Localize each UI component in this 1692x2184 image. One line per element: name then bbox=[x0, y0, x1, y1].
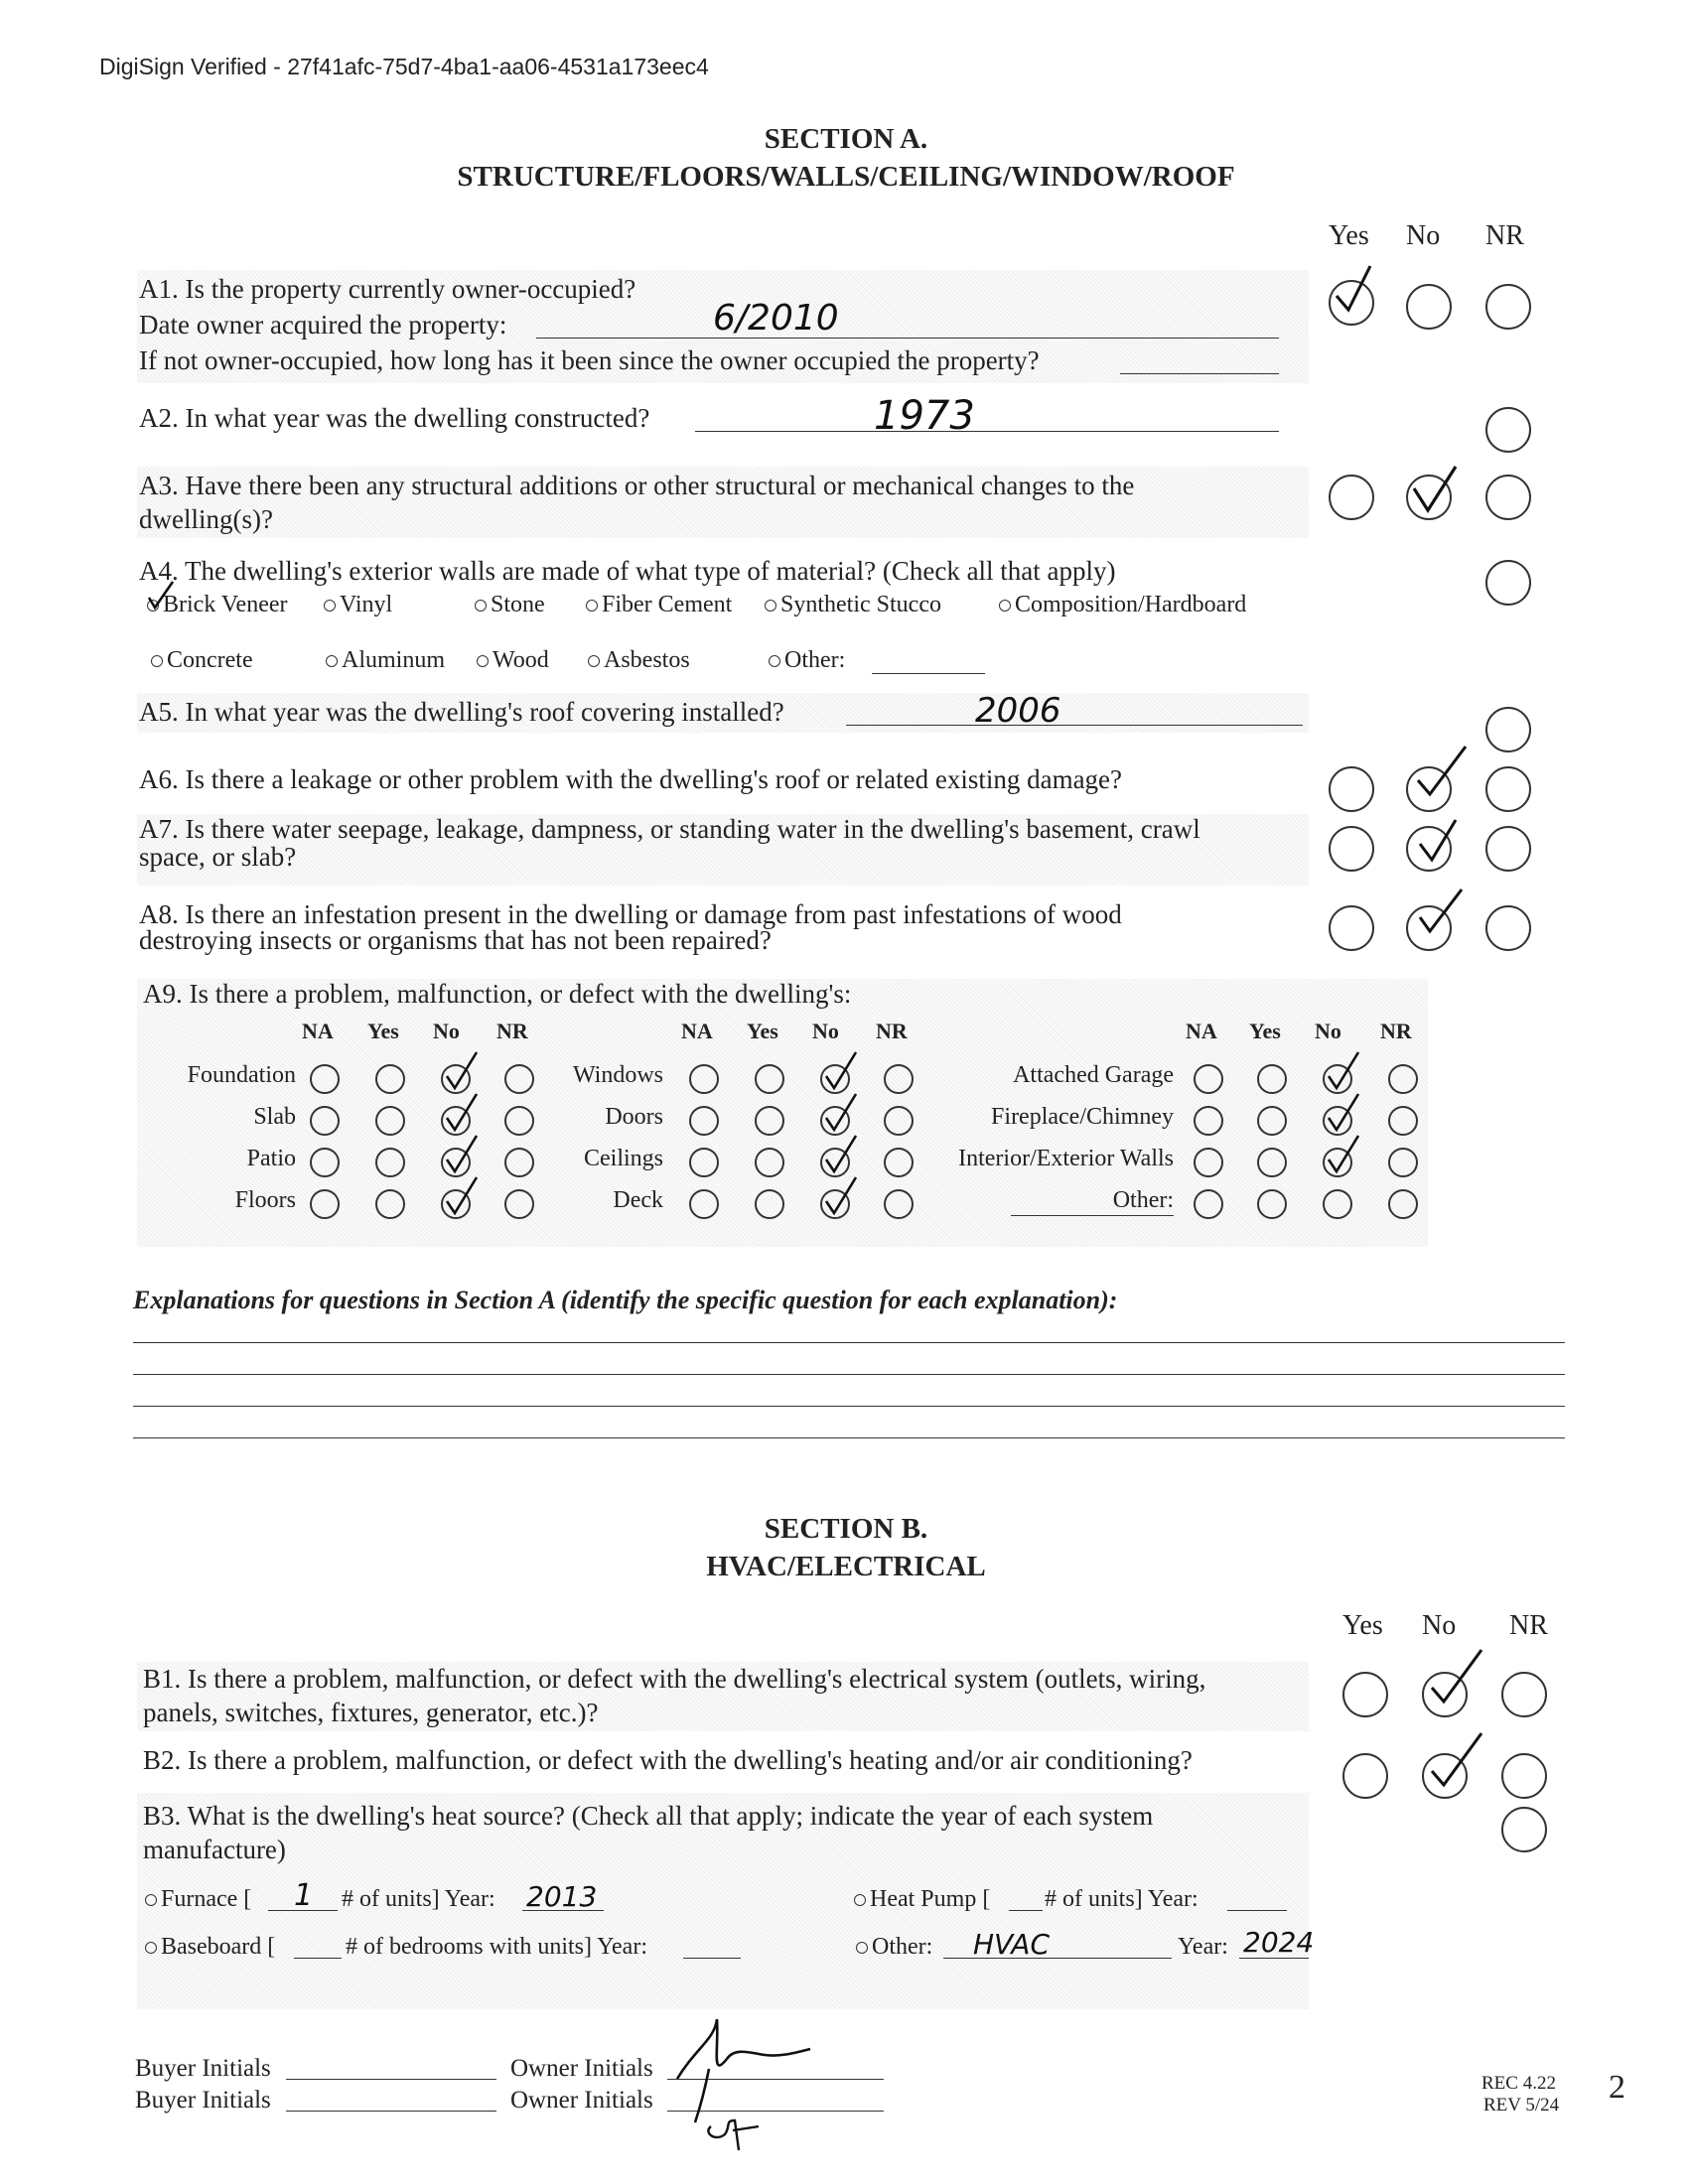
a7-question-line2: space, or slab? bbox=[139, 842, 297, 872]
a9-group3-row4-na-radio[interactable] bbox=[1194, 1189, 1223, 1219]
a4-concrete-option[interactable]: Concrete bbox=[151, 647, 253, 674]
a9-group1-item-label: Floors bbox=[234, 1187, 296, 1213]
owner-initials-2-label: Owner Initials bbox=[510, 2087, 653, 2114]
a9-group2-row1-nr-radio[interactable] bbox=[884, 1064, 914, 1094]
a9-group3-row2-yes-radio[interactable] bbox=[1257, 1106, 1287, 1136]
b3-baseboard-units-line bbox=[294, 1958, 342, 1959]
a9-group1-header-no: No bbox=[433, 1019, 460, 1043]
b-col-header-yes: Yes bbox=[1342, 1610, 1383, 1641]
a9-group1-row2-yes-radio[interactable] bbox=[375, 1106, 405, 1136]
a9-group1-row1-no-radio[interactable] bbox=[441, 1064, 471, 1094]
a4-wood-option[interactable]: Wood bbox=[477, 647, 549, 674]
a9-group2-row4-nr-radio[interactable] bbox=[884, 1189, 914, 1219]
a7-nr-radio[interactable] bbox=[1485, 826, 1531, 872]
a9-group1-header-yes: Yes bbox=[367, 1019, 399, 1043]
a9-group2-row1-no-radio[interactable] bbox=[820, 1064, 850, 1094]
buyer-initials-2-line[interactable] bbox=[286, 2111, 496, 2112]
a9-group1-row2-nr-radio[interactable] bbox=[504, 1106, 534, 1136]
a3-no-radio[interactable] bbox=[1406, 475, 1452, 520]
b2-question: B2. Is there a problem, malfunction, or defect with the dwelling's heating and/or air conditioning? bbox=[143, 1745, 1193, 1775]
a9-group1-item-label: Foundation bbox=[187, 1062, 296, 1088]
a1-date-label: Date owner acquired the property: bbox=[139, 310, 507, 340]
explanation-line-1[interactable] bbox=[133, 1342, 1565, 1343]
verification-stamp: DigiSign Verified - 27f41afc-75d7-4ba1-aa06-4531a173eec4 bbox=[99, 54, 709, 79]
owner-initials-2-line[interactable] bbox=[667, 2111, 884, 2112]
owner-initials-1-line[interactable] bbox=[667, 2079, 884, 2080]
col-header-no: No bbox=[1406, 220, 1441, 251]
a9-group2-row2-no-radio[interactable] bbox=[820, 1106, 850, 1136]
owner-initials-1-label: Owner Initials bbox=[510, 2055, 653, 2082]
a5-question: A5. In what year was the dwelling's roof covering installed? bbox=[139, 697, 784, 727]
explanations-label: Explanations for questions in Section A (identify the specific question for each explanation): bbox=[133, 1286, 1118, 1314]
a9-group1-row2-no-radio[interactable] bbox=[441, 1106, 471, 1136]
a6-yes-radio[interactable] bbox=[1329, 766, 1374, 812]
a9-group1-item-label: Slab bbox=[253, 1104, 296, 1130]
section-b-subtitle: HVAC/ELECTRICAL bbox=[706, 1551, 986, 1582]
a8-nr-radio[interactable] bbox=[1485, 905, 1531, 951]
col-header-nr: NR bbox=[1485, 220, 1524, 251]
a7-yes-radio[interactable] bbox=[1329, 826, 1374, 872]
b-col-header-nr: NR bbox=[1509, 1610, 1548, 1641]
a1-nr-radio[interactable] bbox=[1485, 284, 1531, 330]
a3-nr-radio[interactable] bbox=[1485, 475, 1531, 520]
a6-no-radio[interactable] bbox=[1406, 766, 1452, 812]
a9-group3-item-label: Fireplace/Chimney bbox=[991, 1104, 1174, 1130]
buyer-initials-2-label: Buyer Initials bbox=[135, 2087, 271, 2114]
a9-group1-row1-yes-radio[interactable] bbox=[375, 1064, 405, 1094]
a8-question-line2: destroying insects or organisms that has not been repaired? bbox=[139, 925, 772, 955]
a9-group3-header-no: No bbox=[1315, 1019, 1341, 1043]
a4-stone-option[interactable]: Stone bbox=[475, 592, 545, 618]
a9-group3-header-yes: Yes bbox=[1249, 1019, 1281, 1043]
a9-group3-row3-na-radio[interactable] bbox=[1194, 1148, 1223, 1177]
a7-question-line1: A7. Is there water seepage, leakage, dampness, or standing water in the dwelling's basement, crawl bbox=[139, 814, 1200, 844]
a9-group3-item-label: Interior/Exterior Walls bbox=[958, 1146, 1174, 1171]
a1-not-occupied-line bbox=[1120, 373, 1279, 374]
col-header-yes: Yes bbox=[1329, 220, 1369, 251]
a7-no-radio[interactable] bbox=[1406, 826, 1452, 872]
a9-group1-row4-nr-radio[interactable] bbox=[504, 1189, 534, 1219]
a9-group1-row3-no-radio[interactable] bbox=[441, 1148, 471, 1177]
a9-group3-row3-nr-radio[interactable] bbox=[1388, 1148, 1418, 1177]
a9-group1-row4-na-radio[interactable] bbox=[310, 1189, 340, 1219]
a9-group3-row4-nr-radio[interactable] bbox=[1388, 1189, 1418, 1219]
a9-group1-row1-na-radio[interactable] bbox=[310, 1064, 340, 1094]
b3-baseboard-year-line bbox=[683, 1958, 741, 1959]
a4-fiber-cement-option[interactable]: Fiber Cement bbox=[586, 592, 732, 618]
a9-group1-row3-na-radio[interactable] bbox=[310, 1148, 340, 1177]
a4-other-line bbox=[872, 673, 985, 674]
a4-question: A4. The dwelling's exterior walls are made of what type of material? (Check all that apply) bbox=[139, 556, 1116, 586]
b2-nr-radio[interactable] bbox=[1501, 1753, 1547, 1799]
a9-group1-row1-nr-radio[interactable] bbox=[504, 1064, 534, 1094]
a1-not-occupied: If not owner-occupied, how long has it been since the owner occupied the property? bbox=[139, 345, 1040, 375]
a5-nr-radio[interactable] bbox=[1485, 707, 1531, 752]
a9-group1-row2-na-radio[interactable] bbox=[310, 1106, 340, 1136]
b1-question-line1: B1. Is there a problem, malfunction, or defect with the dwelling's electrical system (outlets, wiring, bbox=[143, 1664, 1206, 1694]
a9-group2-row4-yes-radio[interactable] bbox=[755, 1189, 784, 1219]
a4-vinyl-option[interactable]: Vinyl bbox=[324, 592, 392, 618]
a9-group3-row3-no-radio[interactable] bbox=[1323, 1148, 1352, 1177]
a9-group3-row2-no-radio[interactable] bbox=[1323, 1106, 1352, 1136]
a9-group3-item-label: Attached Garage bbox=[1013, 1062, 1174, 1088]
a9-group3-row1-yes-radio[interactable] bbox=[1257, 1064, 1287, 1094]
section-b-title: SECTION B. bbox=[764, 1513, 928, 1545]
a4-asbestos-option[interactable]: Asbestos bbox=[588, 647, 690, 674]
b3-other-option[interactable]: Other: bbox=[856, 1934, 932, 1961]
section-a-title: SECTION A. bbox=[764, 123, 928, 155]
b1-nr-radio[interactable] bbox=[1501, 1672, 1547, 1717]
a9-group1-row4-no-radio[interactable] bbox=[441, 1189, 471, 1219]
b1-question-line2: panels, switches, fixtures, generator, etc.)? bbox=[143, 1698, 599, 1727]
b3-other-year-label: Year: bbox=[1178, 1934, 1228, 1960]
a9-group1-row3-yes-radio[interactable] bbox=[375, 1148, 405, 1177]
a9-group2-row4-no-radio[interactable] bbox=[820, 1189, 850, 1219]
b3-furnace-year-value: 2013 bbox=[526, 1880, 598, 1913]
a9-group3-row1-no-radio[interactable] bbox=[1323, 1064, 1352, 1094]
owner-initials-signature bbox=[655, 2009, 824, 2154]
a9-group3-row4-no-radio[interactable] bbox=[1323, 1189, 1352, 1219]
a2-line bbox=[695, 431, 1279, 432]
b3-furnace-mid: # of units] Year: bbox=[342, 1886, 495, 1912]
a9-group2-header-nr: NR bbox=[876, 1019, 908, 1043]
a4-brick-veneer-option[interactable]: Brick Veneer bbox=[147, 592, 288, 618]
b3-nr-radio[interactable] bbox=[1501, 1807, 1547, 1852]
a9-group2-header-no: No bbox=[812, 1019, 839, 1043]
a3-yes-radio[interactable] bbox=[1329, 475, 1374, 520]
b3-question-line1: B3. What is the dwelling's heat source? (Check all that apply; indicate the year of each system bbox=[143, 1801, 1154, 1831]
a9-group3-header-nr: NR bbox=[1380, 1019, 1412, 1043]
a9-group3-row3-yes-radio[interactable] bbox=[1257, 1148, 1287, 1177]
a9-group2-row2-na-radio[interactable] bbox=[689, 1106, 719, 1136]
a9-group3-row1-nr-radio[interactable] bbox=[1388, 1064, 1418, 1094]
b3-baseboard-mid: # of bedrooms with units] Year: bbox=[346, 1934, 647, 1960]
a9-group2-header-yes: Yes bbox=[747, 1019, 778, 1043]
a9-group2-row1-yes-radio[interactable] bbox=[755, 1064, 784, 1094]
b1-no-radio[interactable] bbox=[1422, 1672, 1468, 1717]
a5-line bbox=[846, 725, 1303, 726]
a9-group1-header-na: NA bbox=[302, 1019, 334, 1043]
a8-no-radio[interactable] bbox=[1406, 905, 1452, 951]
a3-question-line1: A3. Have there been any structural additions or other structural or mechanical changes to the bbox=[139, 471, 1135, 500]
a1-no-radio[interactable] bbox=[1406, 284, 1452, 330]
a9-group3-row4-yes-radio[interactable] bbox=[1257, 1189, 1287, 1219]
a4-aluminum-option[interactable]: Aluminum bbox=[326, 647, 445, 674]
b3-baseboard-option[interactable]: Baseboard [ bbox=[145, 1934, 275, 1961]
a8-yes-radio[interactable] bbox=[1329, 905, 1374, 951]
explanation-line-2[interactable] bbox=[133, 1374, 1565, 1375]
a9-question: A9. Is there a problem, malfunction, or defect with the dwelling's: bbox=[143, 979, 852, 1009]
a2-question: A2. In what year was the dwelling constructed? bbox=[139, 403, 650, 433]
a9-group2-item-label: Ceilings bbox=[583, 1146, 663, 1171]
a9-group2-row1-na-radio[interactable] bbox=[689, 1064, 719, 1094]
a9-group1-row4-yes-radio[interactable] bbox=[375, 1189, 405, 1219]
a4-synthetic-stucco-option[interactable]: Synthetic Stucco bbox=[765, 592, 941, 618]
a9-group1-header-nr: NR bbox=[496, 1019, 528, 1043]
b3-heatpump-mid: # of units] Year: bbox=[1045, 1886, 1198, 1912]
b3-question-line2: manufacture) bbox=[143, 1835, 286, 1864]
a1-yes-radio[interactable] bbox=[1329, 280, 1374, 326]
a9-group2-row3-no-radio[interactable] bbox=[820, 1148, 850, 1177]
a9-group3-header-na: NA bbox=[1186, 1019, 1217, 1043]
b3-other-value: HVAC bbox=[973, 1928, 1051, 1961]
a9-group2-row4-na-radio[interactable] bbox=[689, 1189, 719, 1219]
a9-group2-row2-yes-radio[interactable] bbox=[755, 1106, 784, 1136]
a4-composition-hardboard-option[interactable]: Composition/Hardboard bbox=[999, 592, 1246, 618]
a9-other-line bbox=[1011, 1215, 1174, 1216]
a9-group1-item-label: Patio bbox=[246, 1146, 296, 1171]
b1-yes-radio[interactable] bbox=[1342, 1672, 1388, 1717]
b3-furnace-units-value: 1 bbox=[294, 1878, 314, 1913]
a9-group2-row3-na-radio[interactable] bbox=[689, 1148, 719, 1177]
form-revision: REV 5/24 bbox=[1483, 2095, 1560, 2116]
form-code: REC 4.22 bbox=[1481, 2073, 1556, 2094]
a9-group2-header-na: NA bbox=[681, 1019, 713, 1043]
a1-date-line bbox=[536, 338, 1279, 339]
a9-group2-row2-nr-radio[interactable] bbox=[884, 1106, 914, 1136]
b3-heatpump-option[interactable]: Heat Pump [ bbox=[854, 1886, 990, 1913]
a8-question-line1: A8. Is there an infestation present in the dwelling or damage from past infestations of wood bbox=[139, 899, 1122, 929]
explanation-line-3[interactable] bbox=[133, 1406, 1565, 1407]
a9-group3-row2-nr-radio[interactable] bbox=[1388, 1106, 1418, 1136]
explanation-line-4[interactable] bbox=[133, 1437, 1565, 1438]
a9-group3-row1-na-radio[interactable] bbox=[1194, 1064, 1223, 1094]
buyer-initials-1-line[interactable] bbox=[286, 2079, 496, 2080]
a2-nr-radio[interactable] bbox=[1485, 407, 1531, 453]
a9-group3-row2-na-radio[interactable] bbox=[1194, 1106, 1223, 1136]
a3-question-line2: dwelling(s)? bbox=[139, 504, 273, 534]
buyer-initials-1-label: Buyer Initials bbox=[135, 2055, 271, 2082]
a1-date-value: 6/2010 bbox=[713, 298, 839, 339]
a9-group3-item-label: Other: bbox=[1112, 1187, 1174, 1213]
b3-other-year-value: 2024 bbox=[1243, 1926, 1315, 1959]
a9-group2-row3-nr-radio[interactable] bbox=[884, 1148, 914, 1177]
a9-group1-row3-nr-radio[interactable] bbox=[504, 1148, 534, 1177]
a6-question: A6. Is there a leakage or other problem with the dwelling's roof or related existing damage? bbox=[139, 764, 1123, 794]
b2-no-radio[interactable] bbox=[1422, 1753, 1468, 1799]
b3-heatpump-units-line bbox=[1009, 1910, 1043, 1911]
a9-group2-item-label: Doors bbox=[605, 1104, 663, 1130]
a4-other-option[interactable]: Other: bbox=[769, 647, 845, 674]
a9-group2-item-label: Windows bbox=[572, 1062, 663, 1088]
a4-nr-radio[interactable] bbox=[1485, 560, 1531, 606]
a1-question: A1. Is the property currently owner-occupied? bbox=[139, 274, 636, 304]
b3-heatpump-year-line bbox=[1227, 1910, 1287, 1911]
section-a-subtitle: STRUCTURE/FLOORS/WALLS/CEILING/WINDOW/ROOF bbox=[457, 161, 1235, 193]
b3-furnace-option[interactable]: Furnace [ bbox=[145, 1886, 251, 1913]
a2-value: 1973 bbox=[874, 393, 975, 439]
a9-group2-row3-yes-radio[interactable] bbox=[755, 1148, 784, 1177]
b-col-header-no: No bbox=[1422, 1610, 1457, 1641]
a6-nr-radio[interactable] bbox=[1485, 766, 1531, 812]
a5-value: 2006 bbox=[975, 691, 1061, 731]
page-number: 2 bbox=[1609, 2069, 1625, 2106]
a9-group2-item-label: Deck bbox=[613, 1187, 663, 1213]
b2-yes-radio[interactable] bbox=[1342, 1753, 1388, 1799]
